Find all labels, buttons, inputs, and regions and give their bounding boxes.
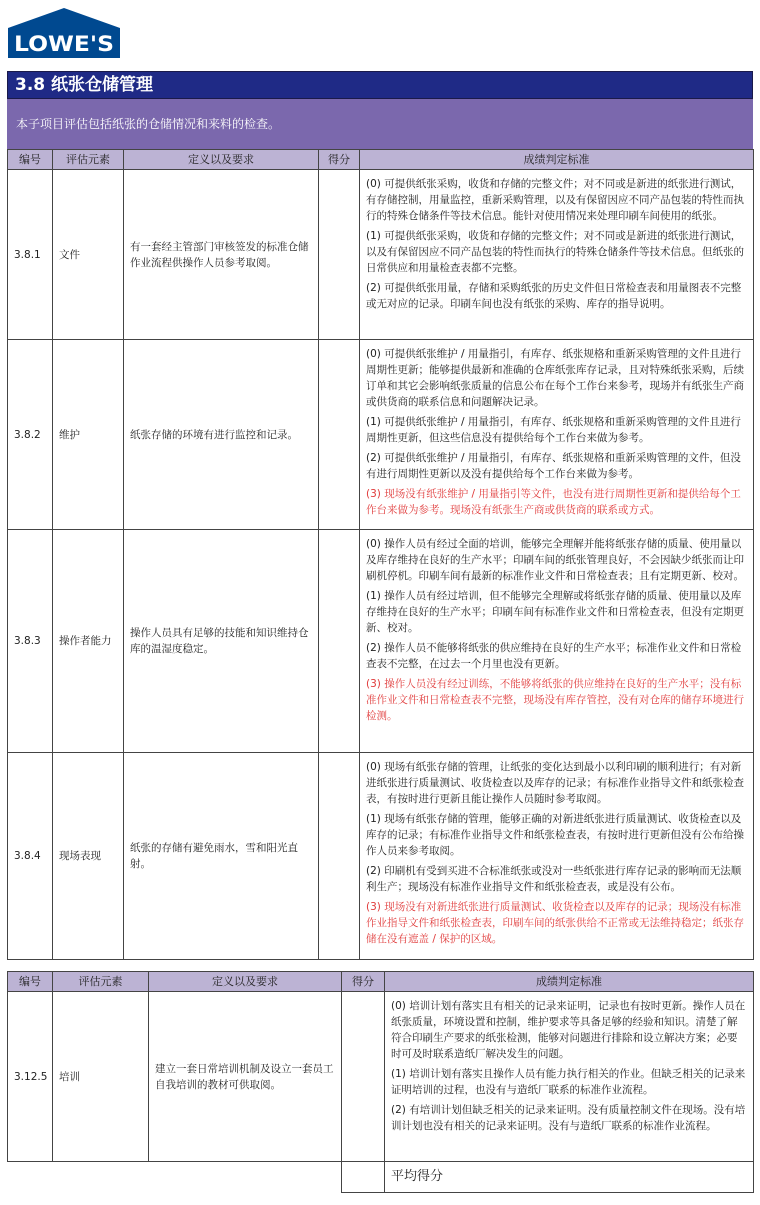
item-number: 3.8.2 — [8, 340, 53, 530]
header-score: 得分 — [319, 150, 360, 170]
table-row — [8, 992, 754, 1162]
item-criteria — [360, 170, 754, 340]
criteria-level-fail: (3) 现场没有纸张维护 / 用量指引等文件，也没有进行周期性更新和提供给每个工作台来做为参考。现场没有纸张生产商或供货商的联系或方式。 — [366, 488, 741, 516]
item-number: 3.8.1 — [8, 170, 53, 340]
criteria-level: (2) 操作人员不能够将纸张的供应维持在良好的生产水平；标准作业文件和日常检查表不完整，在过去一个月里也没有更新。 — [366, 642, 742, 670]
table-header-row — [8, 972, 754, 992]
table-row — [8, 530, 754, 753]
criteria-level: (1) 培训计划有落实且操作人员有能力执行相关的作业。但缺乏相关的记录来证明培训的过程，也没有与造纸厂联系的标准作业流程。 — [391, 1068, 746, 1096]
item-element: 培训 — [53, 992, 149, 1162]
header-num: 编号 — [8, 150, 53, 170]
criteria-level: (1) 可提供纸张维护 / 用量指引，有库存、纸张规格和重新采购管理的文件且进行周期性更新，但这些信息没有提供给每个工作台来做为参考。 — [366, 416, 741, 444]
criteria-level: (1) 操作人员有经过培训，但不能够完全理解或将纸张存储的质量、使用量以及库存维持在良好的生产水平；印刷车间有标准作业文件和日常检查表，但没有定期更新、校对。 — [366, 590, 744, 634]
table-row — [8, 753, 754, 960]
table-row — [8, 170, 754, 340]
criteria-level: (2) 印刷机有受到买进不合标准纸张或没对一些纸张进行库存记录的影响而无法顺利生产；现场没有标准作业指导文件和纸张检查表，或是没有公布。 — [366, 865, 742, 893]
criteria-level-fail: (3) 现场没有对新进纸张进行质量测试、收货检查以及库存的记录；现场没有标准作业指导文件和纸张检查表，印刷车间的纸张供给不正常或无法维持稳定；纸张存储在没有遮盖 / 保护的区域。 — [366, 901, 744, 945]
evaluation-table — [7, 149, 754, 960]
item-criteria — [360, 340, 754, 530]
item-score — [342, 992, 385, 1162]
item-number: 3.8.4 — [8, 753, 53, 960]
header-definition: 定义以及要求 — [149, 972, 342, 992]
criteria-level: (1) 现场有纸张存储的管理，能够正确的对新进纸张进行质量测试、收货检查以及库存的记录；有标准作业指导文件和纸张检查表，有按时进行更新但没有公布给操作人员来参考取阅。 — [366, 813, 744, 857]
average-row — [8, 1162, 754, 1193]
item-criteria — [385, 992, 754, 1162]
blank-cell — [8, 1162, 342, 1193]
item-score — [319, 340, 360, 530]
criteria-level: (2) 有培训计划但缺乏相关的记录来证明。没有质量控制文件在现场。没有培训计划也没有相关的记录来证明。没有与造纸厂联系的标准作业流程。 — [391, 1104, 746, 1132]
item-score — [319, 753, 360, 960]
item-criteria — [360, 753, 754, 960]
header-num: 编号 — [8, 972, 53, 992]
item-number: 3.8.3 — [8, 530, 53, 753]
training-table — [7, 971, 754, 1193]
item-score — [319, 170, 360, 340]
table-header-row — [8, 150, 754, 170]
criteria-level: (0) 可提供纸张维护 / 用量指引，有库存、纸张规格和重新采购管理的文件且进行周期性更新；能够提供最新和准确的仓库纸张库存记录，且对特殊纸张采购，后续订单和其它会影响纸张质量的信息公布在每个工作台来参考，现场并有纸张生产商或供货商的联系信息和问题解决记录。 — [366, 348, 744, 408]
criteria-level: (2) 可提供纸张用量，存储和采购纸张的历史文件但日常检查表和用量图表不完整或无对应的记录。印刷车间也没有纸张的采购、库存的指导说明。 — [366, 282, 742, 310]
lowes-logo — [8, 6, 120, 58]
item-element: 现场表现 — [53, 753, 124, 960]
criteria-level: (2) 可提供纸张维护 / 用量指引，有库存、纸张规格和重新采购管理的文件，但没有进行周期性更新以及没有提供给每个工作台来做为参考。 — [366, 452, 741, 480]
average-score-cell — [342, 1162, 385, 1193]
item-score — [319, 530, 360, 753]
criteria-level: (0) 操作人员有经过全面的培训，能够完全理解并能将纸张存储的质量、使用量以及库存维持在良好的生产水平；印刷车间的纸张管理良好，不会因缺少纸张而让印刷机停机。印刷车间有最新的标准作业文件和日常检查表；且有定期更新、校对。 — [366, 538, 744, 582]
criteria-level-fail: (3) 操作人员没有经过训练，不能够将纸张的供应维持在良好的生产水平；没有标准作业文件和日常检查表不完整，现场没有库存管控，没有对仓库的储存环境进行检测。 — [366, 678, 744, 722]
item-element: 维护 — [53, 340, 124, 530]
average-score-label: 平均得分 — [385, 1162, 754, 1193]
header-element: 评估元素 — [53, 972, 149, 992]
criteria-level: (1) 可提供纸张采购，收货和存储的完整文件；对不同或是新进的纸张进行测试，以及有保留因应不同产品包装的特性而执行的特殊仓储条件等技术信息。但纸张的日常供应和用量检查表都不完整。 — [366, 230, 744, 274]
criteria-level: (0) 培训计划有落实且有相关的记录来证明，记录也有按时更新。操作人员在纸张质量，环境设置和控制，维护要求等具备足够的经验和知识。清楚了解符合印刷生产要求的纸张检测，能够对问题进行排除和设立解决方案；必要时可及时联系造纸厂解决发生的问题。 — [391, 1000, 746, 1060]
item-number: 3.12.5 — [8, 992, 53, 1162]
item-element: 文件 — [53, 170, 124, 340]
section-title: 3.8 纸张仓储管理 — [7, 71, 753, 99]
header-definition: 定义以及要求 — [124, 150, 319, 170]
item-definition: 操作人员具有足够的技能和知识维持仓库的温湿度稳定。 — [124, 530, 319, 753]
header-criteria: 成绩判定标准 — [385, 972, 754, 992]
header-element: 评估元素 — [53, 150, 124, 170]
item-definition: 纸张存储的环境有进行监控和记录。 — [124, 340, 319, 530]
criteria-level: (0) 可提供纸张采购，收货和存储的完整文件；对不同或是新进的纸张进行测试，有存储控制，用量监控，重新采购管理，以及有保留因应不同产品包装的特性而执行的特殊仓储条件等技术信息。能针对使用情况来处理印刷车间使用的纸张。 — [366, 178, 744, 222]
header-score: 得分 — [342, 972, 385, 992]
table-row — [8, 340, 754, 530]
item-element: 操作者能力 — [53, 530, 124, 753]
header-criteria: 成绩判定标准 — [360, 150, 754, 170]
item-definition: 纸张的存储有避免雨水，雪和阳光直射。 — [124, 753, 319, 960]
item-criteria — [360, 530, 754, 753]
criteria-level: (0) 现场有纸张存储的管理，让纸张的变化达到最小以利印刷的顺利进行；有对新进纸张进行质量测试、收货检查以及库存的记录；有标准作业指导文件和纸张检查表，有按时进行更新且能让操作人员随时参考取阅。 — [366, 761, 744, 805]
item-definition: 有一套经主管部门审核签发的标准仓储作业流程供操作人员参考取阅。 — [124, 170, 319, 340]
item-definition: 建立一套日常培训机制及设立一套员工自我培训的教材可供取阅。 — [149, 992, 342, 1162]
svg-text:LOWE'S: LOWE'S — [14, 32, 114, 56]
section-description: 本子项目评估包括纸张的仓储情况和来料的检查。 — [7, 99, 753, 149]
